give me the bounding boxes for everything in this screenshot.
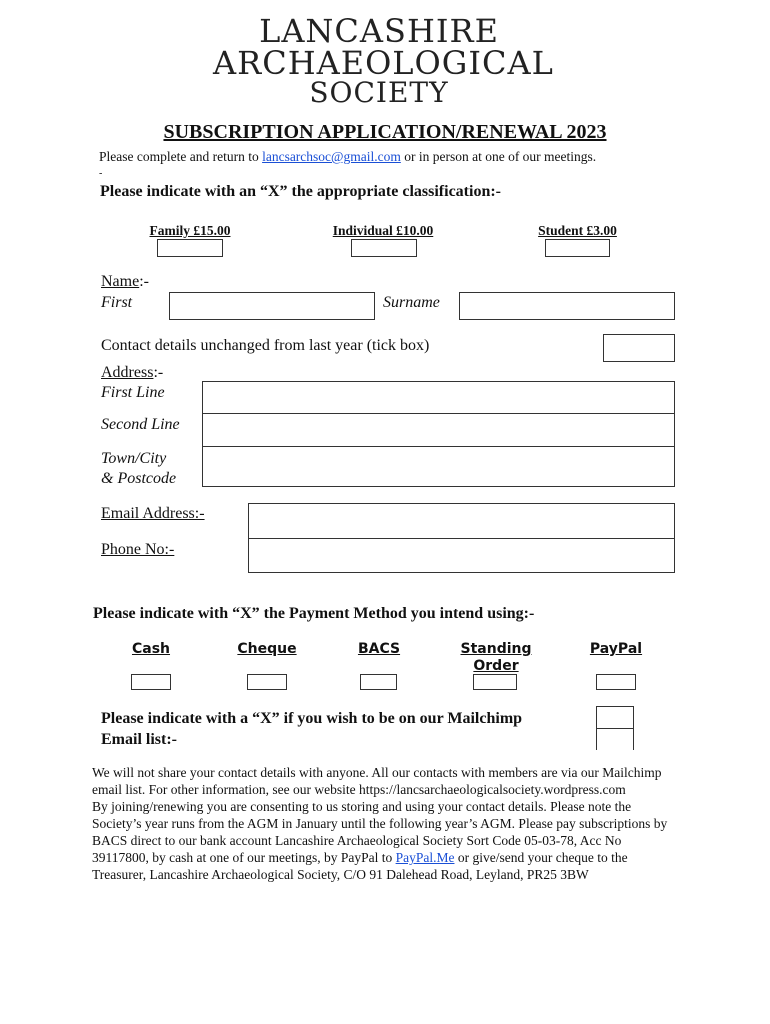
paypal-me-link[interactable]: PayPal.Me — [395, 850, 455, 865]
name-label-suffix: :- — [139, 273, 149, 290]
intro-before: Please complete and return to — [99, 149, 263, 164]
payment-note-before: By joining/renewing you are consenting to us storing and using your contact details. Please note the Society’s year runs from the AGM in January until the following year’s AGM. Please pay subscriptions by BACS direct to our bank account Lancashire Archaeological Society Sort Code 05-03-78, Acc No 39117800, by cash at one of our meetings, by PayPal to — [92, 799, 668, 865]
logo-line-2: ARCHAEOLOGICAL — [213, 44, 554, 82]
classification-heading: Please indicate with an “X” the appropriate classification:- — [100, 183, 502, 200]
address-label — [101, 364, 163, 382]
cash-label: Cash — [131, 641, 171, 657]
privacy-note: We will not share your contact details with anyone. All our contacts with members are via our Mailchimp email list. For other information, see our website https://lancsarchaeologicalsociety.wordpress.com — [92, 765, 662, 797]
payment-note — [92, 798, 672, 883]
individual-checkbox[interactable] — [351, 239, 417, 257]
address-postcode-text: & Postcode — [101, 470, 177, 487]
address-first-line-field[interactable] — [202, 381, 675, 414]
cheque-label: Cheque — [237, 641, 297, 657]
first-name-label: First — [101, 294, 133, 311]
payment-note-after: or give/send your cheque to the Treasurer, Lancashire Archaeological Society, C/O 91 Dalehead Road, Leyland, PR25 3BW — [92, 850, 628, 882]
intro-text — [99, 149, 596, 165]
mailchimp-checkbox-divider — [597, 728, 633, 729]
standing-order-checkbox[interactable] — [473, 674, 517, 690]
surname-label: Surname — [383, 294, 440, 311]
email-link[interactable]: lancsarchsoc@gmail.com — [262, 149, 401, 164]
paypal-checkbox[interactable] — [596, 674, 636, 690]
address-second-line-label: Second Line — [101, 416, 180, 433]
address-town-postcode-field[interactable] — [202, 446, 675, 487]
first-name-field[interactable] — [169, 292, 375, 320]
contact-unchanged-checkbox[interactable] — [603, 334, 675, 362]
mailchimp-line-2: Email list:- — [101, 731, 177, 748]
logo-line-1: LANCASHIRE — [259, 12, 499, 50]
mailchimp-checkbox[interactable] — [596, 706, 634, 750]
bacs-label: BACS — [357, 641, 401, 657]
mailchimp-line-1: Please indicate with a “X” if you wish to be on our Mailchimp — [101, 710, 523, 727]
mailchimp-prompt — [101, 708, 522, 750]
address-label-suffix: :- — [153, 364, 164, 381]
address-first-line-label: First Line — [101, 384, 165, 401]
family-checkbox[interactable] — [157, 239, 223, 257]
bacs-checkbox[interactable] — [360, 674, 397, 690]
individual-label: Individual £10.00 — [332, 223, 434, 238]
logo-line-3: SOCIETY — [309, 76, 449, 109]
phone-field[interactable] — [248, 538, 675, 573]
surname-field[interactable] — [459, 292, 675, 320]
notes-section — [92, 764, 672, 883]
name-label-text: Name — [101, 273, 140, 290]
contact-unchanged-label: Contact details unchanged from last year (tick box) — [101, 337, 430, 354]
phone-label: Phone No:- — [101, 541, 175, 558]
email-address-label: Email Address:- — [101, 505, 205, 522]
family-label: Family £15.00 — [149, 223, 231, 238]
cheque-checkbox[interactable] — [247, 674, 287, 690]
email-address-field[interactable] — [248, 503, 675, 539]
standing-order-label: Standing Order — [460, 641, 532, 674]
society-logo — [213, 10, 554, 109]
dash-mark: - — [99, 168, 103, 179]
intro-after: or in person at one of our meetings. — [400, 149, 597, 164]
address-second-line-field[interactable] — [202, 413, 675, 447]
payment-heading: Please indicate with “X” the Payment Method you intend using:- — [93, 605, 535, 622]
name-label — [101, 273, 149, 291]
paypal-label: PayPal — [589, 641, 643, 657]
student-checkbox[interactable] — [545, 239, 610, 257]
address-town-text: Town/City — [101, 450, 167, 467]
address-label-text: Address — [101, 364, 154, 381]
student-label: Student £3.00 — [538, 223, 617, 238]
address-town-label — [101, 449, 176, 489]
page-title: SUBSCRIPTION APPLICATION/RENEWAL 2023 — [163, 121, 607, 143]
cash-checkbox[interactable] — [131, 674, 171, 690]
